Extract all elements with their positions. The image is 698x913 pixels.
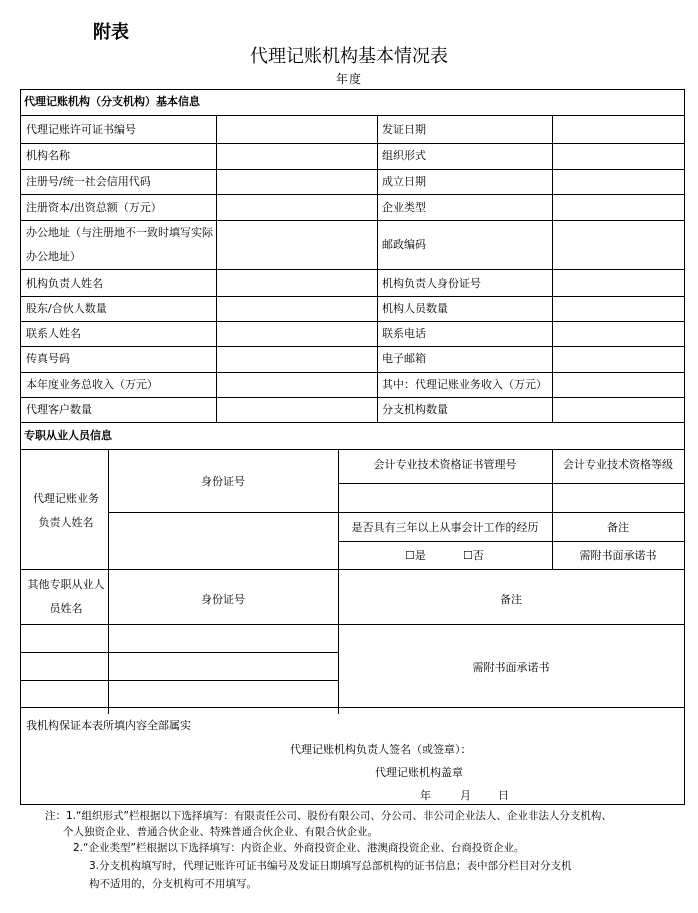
h-line xyxy=(20,707,685,708)
label-bookkeeping-income: 其中：代理记账业务收入（万元） xyxy=(382,378,547,391)
basic-section-title: 代理记账机构（分支机构）基本信息 xyxy=(24,95,200,108)
label-shareholder-count: 股东/合伙人数量 xyxy=(26,302,107,315)
label-registered-capital: 注册资本/出资总额（万元） xyxy=(26,201,162,214)
h-line xyxy=(20,624,338,625)
label-other-remark: 备注 xyxy=(500,593,522,606)
form-border-top xyxy=(20,89,685,90)
label-other-id-no: 身份证号 xyxy=(201,593,245,606)
label-org-form: 组织形式 xyxy=(382,149,426,162)
note-3: 3.分支机构填写时，代理记账许可证书编号及发证日期填写总部机构的证书信息；表中部分栏目对分支机 xyxy=(89,860,572,872)
label-issue-date: 发证日期 xyxy=(382,123,426,136)
date-day: 日 xyxy=(498,789,509,802)
label-email: 电子邮箱 xyxy=(382,352,426,365)
note-3-cont: 构不适用的，分支机构可不用填写。 xyxy=(89,878,257,890)
label-total-income: 本年度业务总收入（万元） xyxy=(26,378,158,391)
h-line xyxy=(338,541,685,542)
v-line xyxy=(216,115,217,422)
note-2: 2.“企业类型”栏根据以下选择填写：内资企业、外商投资企业、港澳商投资企业、台商投资企业。 xyxy=(73,842,525,854)
h-line xyxy=(20,321,685,322)
h-line xyxy=(20,449,685,450)
label-office-address: 办公地址（与注册地不一致时填写实际办公地址） xyxy=(26,226,213,263)
h-line xyxy=(20,143,685,144)
note-1-cont: 个人独资企业、普通合伙企业、特殊普通合伙企业、有限合伙企业。 xyxy=(63,826,378,838)
label-enterprise-type: 企业类型 xyxy=(382,201,426,214)
label-head-name: 机构负责人姓名 xyxy=(26,277,103,290)
attachment-label: 附表 xyxy=(93,22,129,43)
label-credit-code: 注册号/统一社会信用代码 xyxy=(26,175,151,188)
checkbox-no[interactable]: ☐否 xyxy=(463,549,484,562)
staff-section-title: 专职从业人员信息 xyxy=(24,429,112,442)
v-line xyxy=(552,115,553,422)
date-year: 年 xyxy=(420,789,431,802)
h-line xyxy=(20,346,685,347)
label-other-staff-name: 其他专职从业人员姓名 xyxy=(27,578,105,615)
h-line xyxy=(20,296,685,297)
h-line xyxy=(20,115,685,116)
form-title: 代理记账机构基本情况表 xyxy=(250,46,448,67)
year-label: 年度 xyxy=(335,72,362,86)
label-contact-name: 联系人姓名 xyxy=(26,327,81,340)
h-line xyxy=(20,680,338,681)
v-line xyxy=(377,115,378,422)
label-head-id-no: 身份证号 xyxy=(201,475,245,488)
form-border-left xyxy=(20,89,21,805)
h-line xyxy=(338,624,685,625)
guarantee-statement: 我机构保证本表所填内容全部属实 xyxy=(26,719,191,732)
label-cert-level: 会计专业技术资格等级 xyxy=(563,458,673,471)
date-month: 月 xyxy=(460,789,471,802)
label-remark: 备注 xyxy=(607,521,629,534)
form-border-bottom xyxy=(20,804,685,805)
commitment-note: 需附书面承诺书 xyxy=(579,549,657,562)
label-license-no: 代理记账许可证书编号 xyxy=(26,123,136,136)
h-line xyxy=(20,422,685,423)
signature-label: 代理记账机构负责人签名（或签章）： xyxy=(290,743,472,756)
form-border-right xyxy=(684,89,685,805)
note-1: 注：1.“组织形式”栏根据以下选择填写：有限责任公司、股份有限公司、分公司、非公司企业法人、企业非法人分支机构、 xyxy=(45,810,612,822)
label-org-name: 机构名称 xyxy=(26,149,70,162)
other-commitment-note: 需附书面承诺书 xyxy=(472,661,550,674)
label-client-count: 代理客户数量 xyxy=(26,403,92,416)
label-fax: 传真号码 xyxy=(26,352,70,365)
label-experience: 是否具有三年以上从事会计工作的经历 xyxy=(351,521,539,534)
h-line xyxy=(20,269,685,270)
seal-label: 代理记账机构盖章 xyxy=(375,766,463,779)
label-staff-count: 机构人员数量 xyxy=(382,302,448,315)
info-form xyxy=(20,89,685,805)
label-contact-phone: 联系电话 xyxy=(382,327,426,340)
label-founded-date: 成立日期 xyxy=(382,175,426,188)
label-head-id: 机构负责人身份证号 xyxy=(382,277,481,290)
label-bookkeeping-head-name: 代理记账业务负责人姓名 xyxy=(33,492,99,529)
h-line xyxy=(108,512,685,513)
h-line xyxy=(338,483,685,484)
label-cert-no: 会计专业技术资格证书管理号 xyxy=(373,458,517,471)
label-postal-code: 邮政编码 xyxy=(382,238,426,251)
h-line xyxy=(20,569,685,570)
h-line xyxy=(20,652,338,653)
label-branch-count: 分支机构数量 xyxy=(382,403,448,416)
checkbox-yes[interactable]: ☐是 xyxy=(405,549,426,562)
